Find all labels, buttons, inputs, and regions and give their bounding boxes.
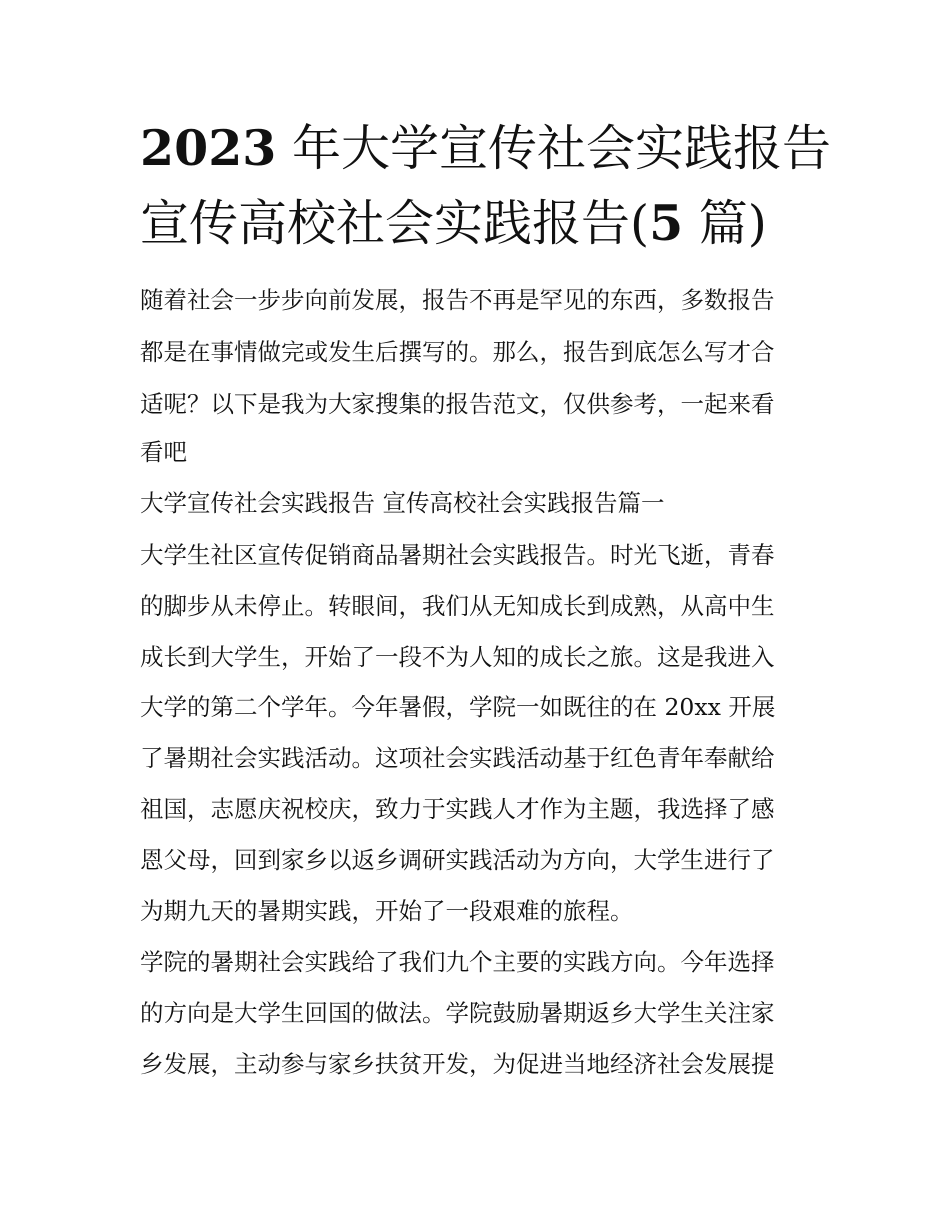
body-line: 了暑期社会实践活动。这项社会实践活动基于红色青年奉献给 (140, 744, 775, 772)
body-line: 为期九天的暑期实践，开始了一段艰难的旅程。 (140, 897, 634, 925)
body-line: 祖国，志愿庆祝校庆，致力于实践人才作为主题，我选择了感 (140, 795, 775, 823)
title-text-2: 宣传高校社会实践报告( (140, 195, 650, 252)
title-count: 5 (649, 194, 684, 252)
title-text-1: 年大学宣传社会实践报告 (276, 120, 831, 177)
body-line: 随着社会一步步向前发展，报告不再是罕见的东西，多数报告 (140, 286, 775, 314)
body-line: 成长到大学生，开始了一段不为人知的成长之旅。这是我进入 (140, 643, 775, 671)
body-line: 看吧 (140, 438, 187, 466)
body-line: 乡发展，主动参与家乡扶贫开发，为促进当地经济社会发展提 (140, 1050, 775, 1078)
body-line: 学院的暑期社会实践给了我们九个主要的实践方向。今年选择 (140, 948, 775, 976)
body-line: 恩父母，回到家乡以返乡调研实践活动为方向，大学生进行了 (140, 846, 775, 874)
document-title-line-2 (140, 193, 820, 254)
title-suffix: 篇) (683, 195, 767, 252)
title-year: 2023 (140, 119, 277, 177)
section-heading: 大学宣传社会实践报告 宣传高校社会实践报告篇一 (140, 489, 665, 517)
body-line: 适呢？以下是我为大家搜集的报告范文，仅供参考，一起来看 (140, 390, 775, 418)
body-line: 的脚步从未停止。转眼间，我们从无知成长到成熟，从高中生 (140, 592, 775, 620)
body-line: 大学生社区宣传促销商品暑期社会实践报告。时光飞逝，青春 (140, 541, 775, 569)
body-line: 大学的第二个学年。今年暑假，学院一如既往的在 20xx 开展 (140, 693, 776, 721)
body-line: 的方向是大学生回国的做法。学院鼓励暑期返乡大学生关注家 (140, 999, 775, 1027)
document-title-line-1 (140, 118, 831, 179)
body-line: 都是在事情做完或发生后撰写的。那么，报告到底怎么写才合 (140, 338, 775, 366)
